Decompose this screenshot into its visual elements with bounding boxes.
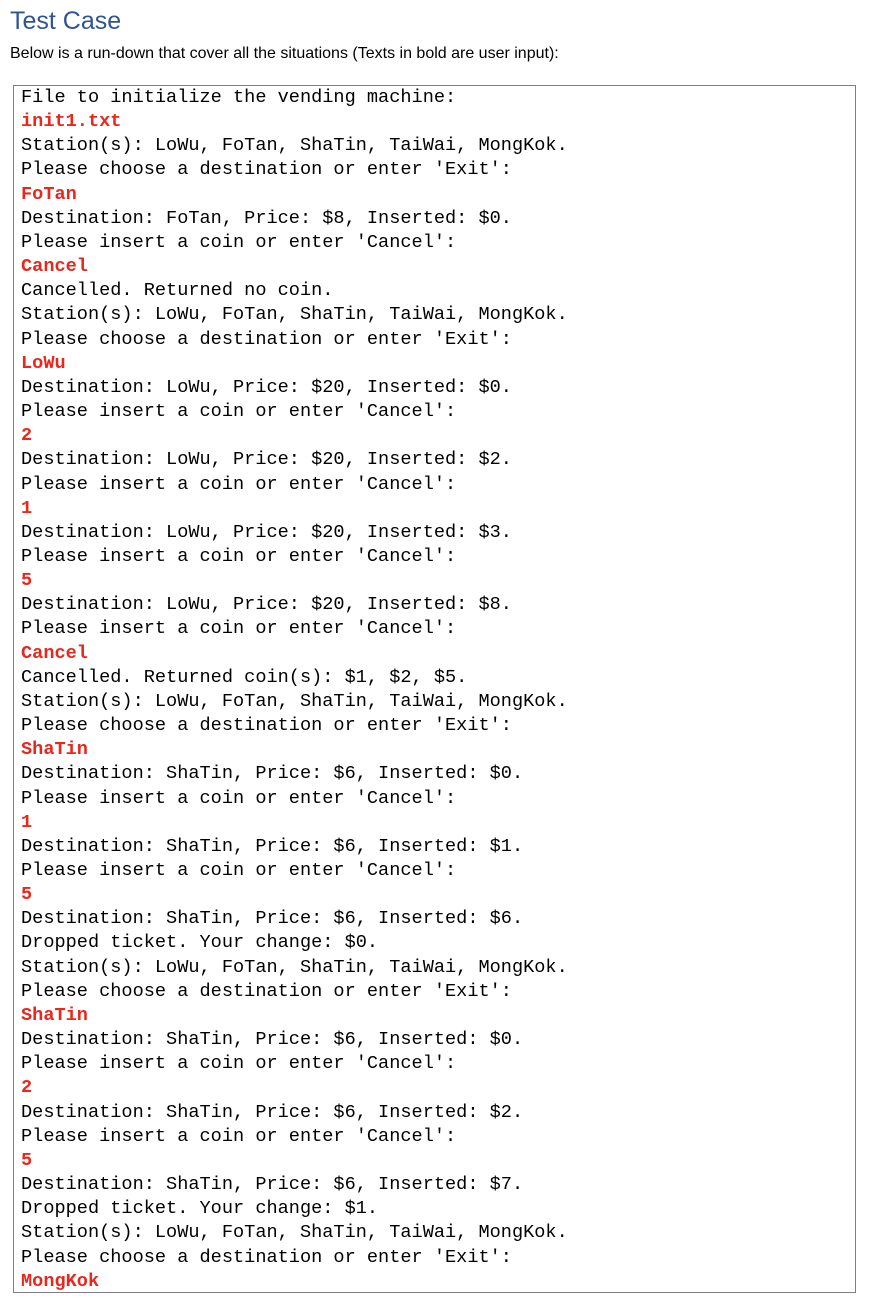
program-output-line: Destination: LoWu, Price: $20, Inserted: $0. [21, 376, 512, 398]
program-output-line: Destination: ShaTin, Price: $6, Inserted: $2. [21, 1101, 524, 1123]
program-output-line: Please insert a coin or enter 'Cancel': [21, 1053, 457, 1075]
user-input-line: FoTan [21, 183, 77, 205]
user-input-line: MongKok [21, 1270, 100, 1292]
program-output-line: Station(s): LoWu, FoTan, ShaTin, TaiWai, MongKok. [21, 135, 568, 157]
program-output-line: Destination: ShaTin, Price: $6, Inserted: $1. [21, 835, 524, 857]
program-output-line: Please insert a coin or enter 'Cancel': [21, 231, 457, 253]
program-output-line: Station(s): LoWu, FoTan, ShaTin, TaiWai, MongKok. [21, 304, 568, 326]
program-output-line: Destination: ShaTin, Price: $6, Inserted: $0. [21, 763, 524, 785]
program-output-line: Destination: LoWu, Price: $20, Inserted: $8. [21, 594, 512, 616]
intro-paragraph: Below is a run-down that cover all the situations (Texts in bold are user input): [10, 45, 559, 62]
user-input-line: Cancel [21, 256, 88, 278]
program-output-line: Dropped ticket. Your change: $1. [21, 1198, 379, 1220]
user-input-line: 5 [21, 884, 33, 906]
program-output-line: Please choose a destination or enter 'Exit': [21, 328, 512, 350]
console-transcript-box [13, 85, 856, 1293]
program-output-line: Destination: LoWu, Price: $20, Inserted: $2. [21, 449, 512, 471]
program-output-line: Station(s): LoWu, FoTan, ShaTin, TaiWai, MongKok. [21, 956, 568, 978]
program-output-line: Destination: LoWu, Price: $20, Inserted: $3. [21, 521, 512, 543]
user-input-line: LoWu [21, 352, 66, 374]
program-output-line: Dropped ticket. Your change: $0. [21, 932, 379, 954]
program-output-line: Destination: FoTan, Price: $8, Inserted: $0. [21, 207, 512, 229]
program-output-line: Destination: ShaTin, Price: $6, Inserted: $7. [21, 1174, 524, 1196]
program-output-line: Please insert a coin or enter 'Cancel': [21, 473, 457, 495]
program-output-line: Cancelled. Returned coin(s): $1, $2, $5. [21, 666, 468, 688]
user-input-line: ShaTin [21, 1004, 88, 1026]
program-output-line: Please choose a destination or enter 'Exit': [21, 159, 512, 181]
program-output-line: Cancelled. Returned no coin. [21, 280, 334, 302]
section-heading: Test Case [10, 7, 122, 35]
program-output-line: Please choose a destination or enter 'Exit': [21, 715, 512, 737]
user-input-line: 2 [21, 1077, 33, 1099]
user-input-line: 5 [21, 1149, 33, 1171]
user-input-line: ShaTin [21, 739, 88, 761]
program-output-line: Please insert a coin or enter 'Cancel': [21, 401, 457, 423]
user-input-line: 1 [21, 811, 33, 833]
user-input-line: 1 [21, 497, 33, 519]
user-input-line: 5 [21, 570, 33, 592]
program-output-line: Please insert a coin or enter 'Cancel': [21, 787, 457, 809]
program-output-line: Please insert a coin or enter 'Cancel': [21, 618, 457, 640]
program-output-line: Destination: ShaTin, Price: $6, Inserted: $0. [21, 1029, 524, 1051]
program-output-line: Please insert a coin or enter 'Cancel': [21, 860, 457, 881]
program-output-line: Please choose a destination or enter 'Exit': [21, 1246, 512, 1268]
user-input-line: Cancel [21, 642, 88, 664]
program-output-line: Destination: ShaTin, Price: $6, Inserted: $6. [21, 908, 524, 930]
program-output-line: Station(s): LoWu, FoTan, ShaTin, TaiWai, MongKok. [21, 690, 568, 712]
program-output-line: Station(s): LoWu, FoTan, ShaTin, TaiWai, MongKok. [21, 1222, 568, 1244]
user-input-line: init1.txt [21, 111, 122, 133]
user-input-line: 2 [21, 425, 33, 447]
program-output-line: Please insert a coin or enter 'Cancel': [21, 1125, 457, 1147]
program-output-line: Please insert a coin or enter 'Cancel': [21, 545, 457, 567]
program-output-line: File to initialize the vending machine: [21, 87, 457, 108]
program-output-line: Please choose a destination or enter 'Exit': [21, 980, 512, 1002]
